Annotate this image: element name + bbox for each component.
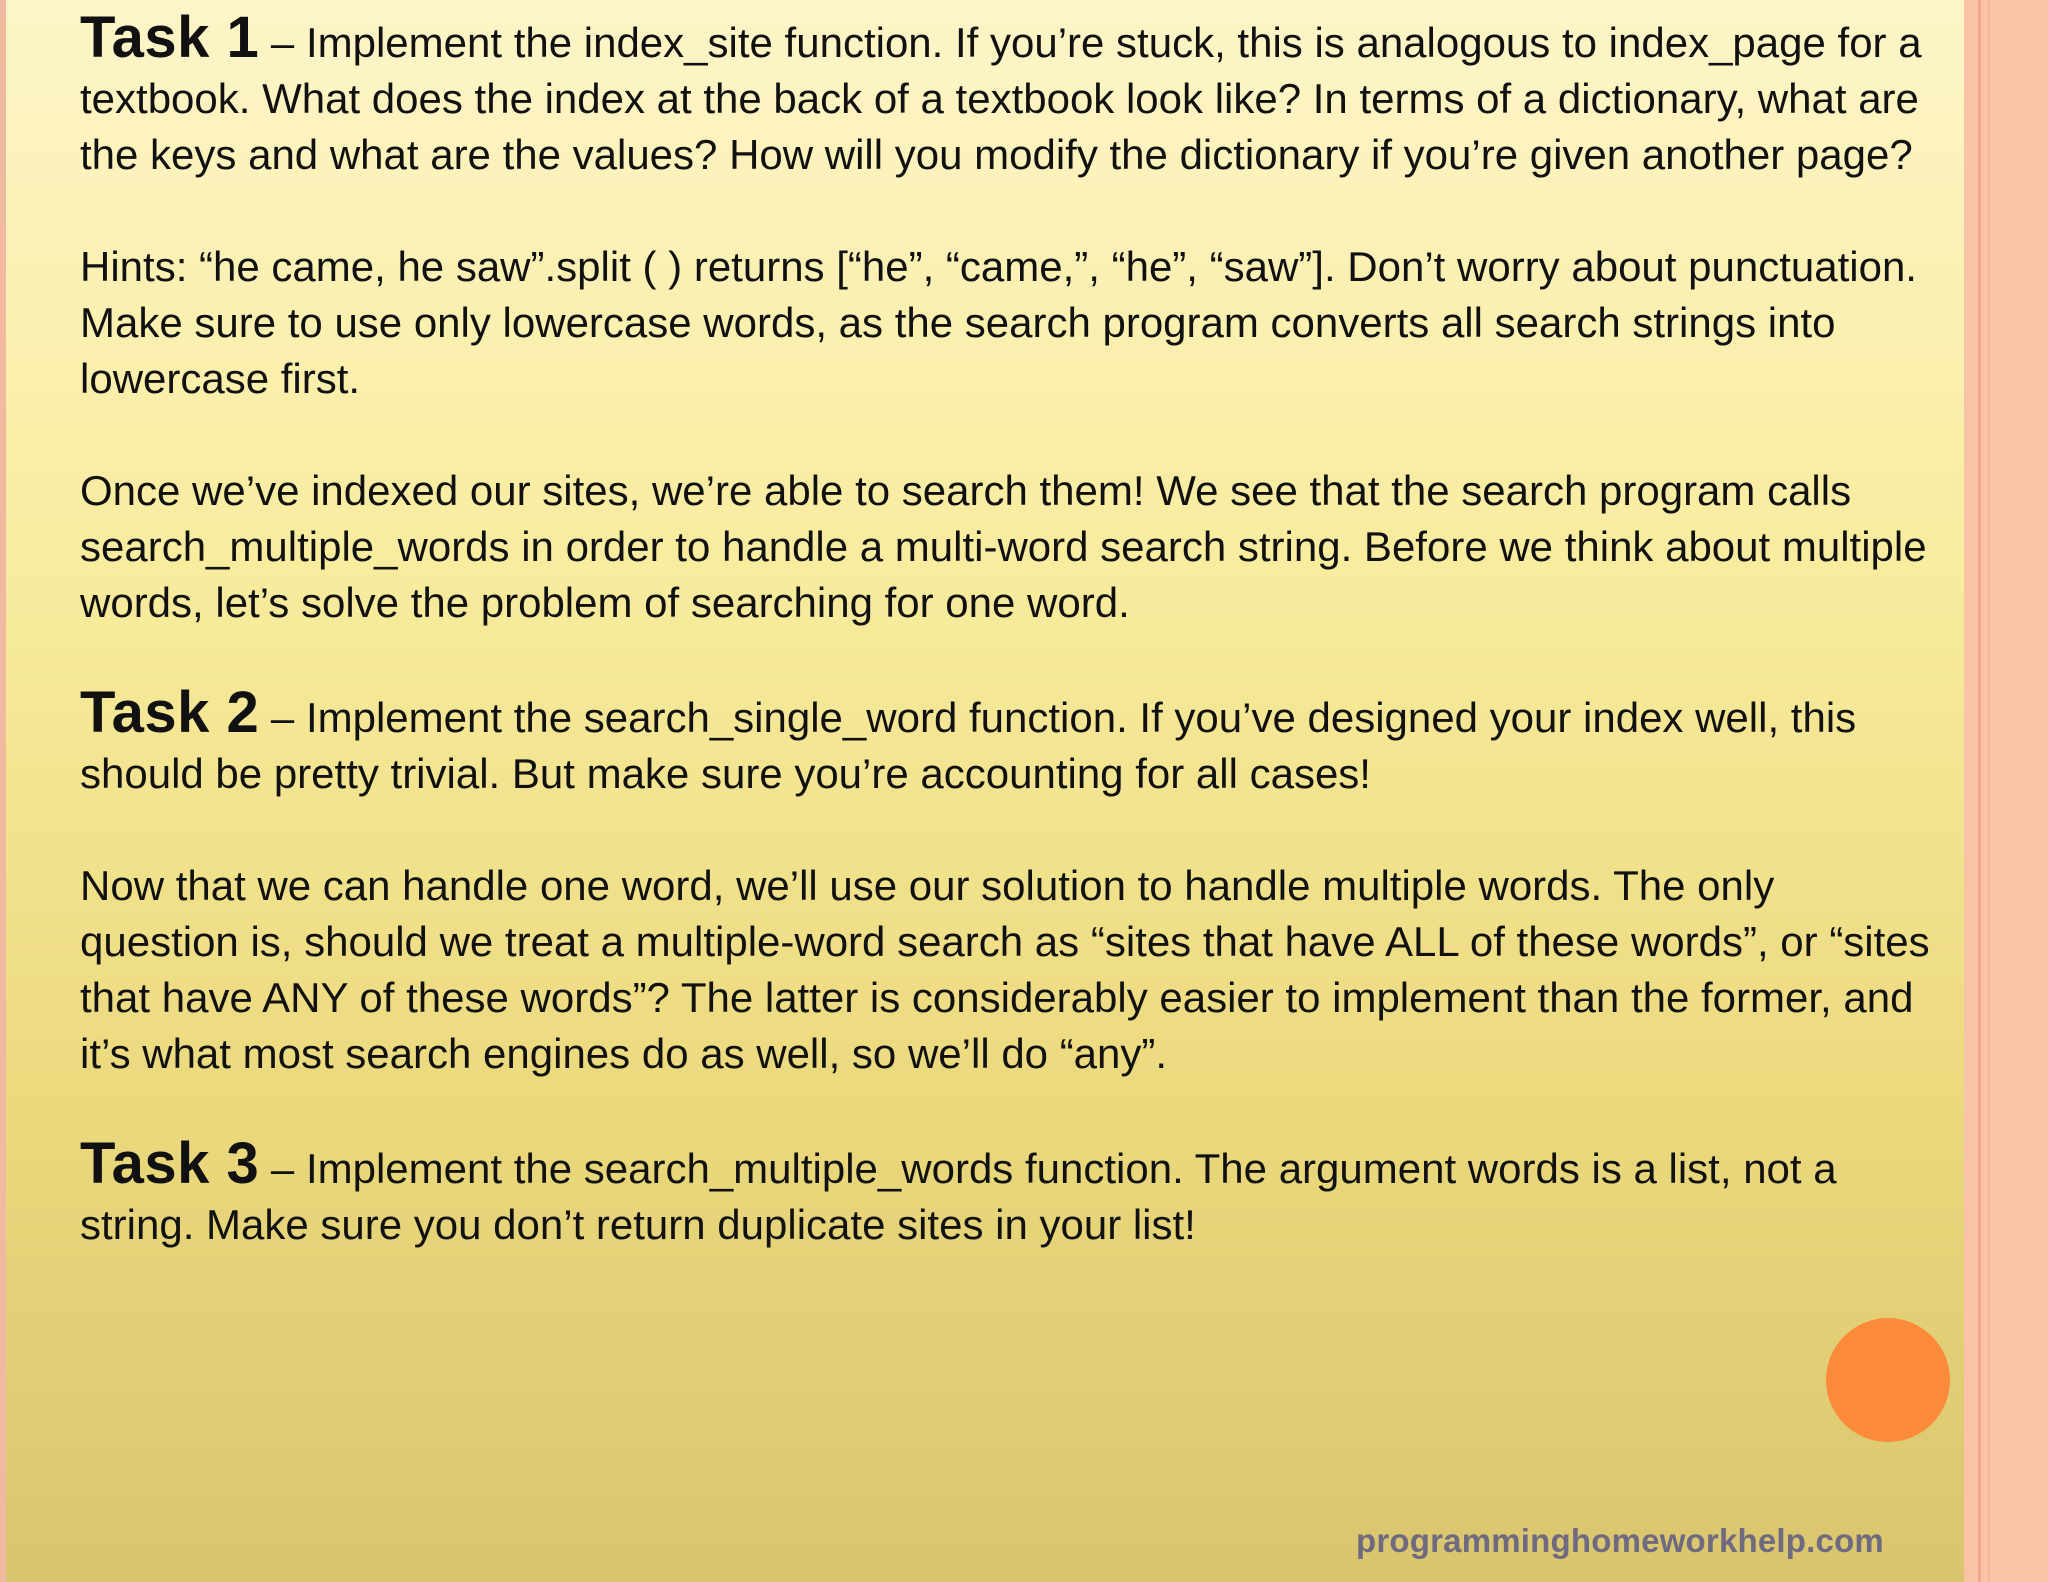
right-strip-line	[1978, 0, 1981, 1582]
task1-paragraph	[80, 5, 1940, 183]
right-strip-line-inner	[1988, 0, 1990, 1582]
task2-text: – Implement the search_single_word function. If you’ve designed your index well, this should be pretty trivial. But make sure you’re accounting for all cases!	[80, 694, 1857, 797]
orange-circle-decoration	[1826, 1318, 1950, 1442]
task3-text: – Implement the search_multiple_words function. The argument words is a list, not a string. Make sure you don’t return duplicate sites in your list!	[80, 1145, 1837, 1248]
task3-title: Task 3	[80, 1131, 260, 1196]
right-decorative-strip	[1964, 0, 2048, 1582]
task1-title: Task 1	[80, 5, 260, 70]
footer-website: programminghomeworkhelp.com	[1356, 1522, 1884, 1559]
spacer	[80, 1082, 1940, 1136]
spacer	[80, 802, 1940, 858]
slide-content	[80, 5, 1940, 1253]
task2-title: Task 2	[80, 680, 260, 745]
spacer	[80, 631, 1940, 685]
spacer	[80, 407, 1940, 463]
hints-paragraph: Hints: “he came, he saw”.split ( ) returns [“he”, “came,”, “he”, “saw”]. Don’t worry about punctuation. Make sure to use only lowercase words, as the search program converts all search strings into lowercase first.	[80, 243, 1917, 402]
spacer	[80, 183, 1940, 239]
indexed-paragraph: Once we’ve indexed our sites, we’re able to search them! We see that the search program calls search_multiple_words in order to handle a multi-word search string. Before we think about multiple words, let’s solve the problem of searching for one word.	[80, 467, 1927, 626]
task3-paragraph	[80, 1131, 1940, 1253]
multiple-words-paragraph: Now that we can handle one word, we’ll use our solution to handle multiple words. The only question is, should we treat a multiple-word search as “sites that have ALL of these words”, or “sites that have ANY of these words”? The latter is considerably easier to implement than the former, and it’s what most search engines do as well, so we’ll do “any”.	[80, 862, 1930, 1077]
task1-text: – Implement the index_site function. If you’re stuck, this is analogous to index_page for a textbook. What does the index at the back of a textbook look like? In terms of a dictionary, what are the keys and what are the values? How will you modify the dictionary if you’re given another page?	[80, 19, 1922, 178]
task2-paragraph	[80, 680, 1940, 802]
